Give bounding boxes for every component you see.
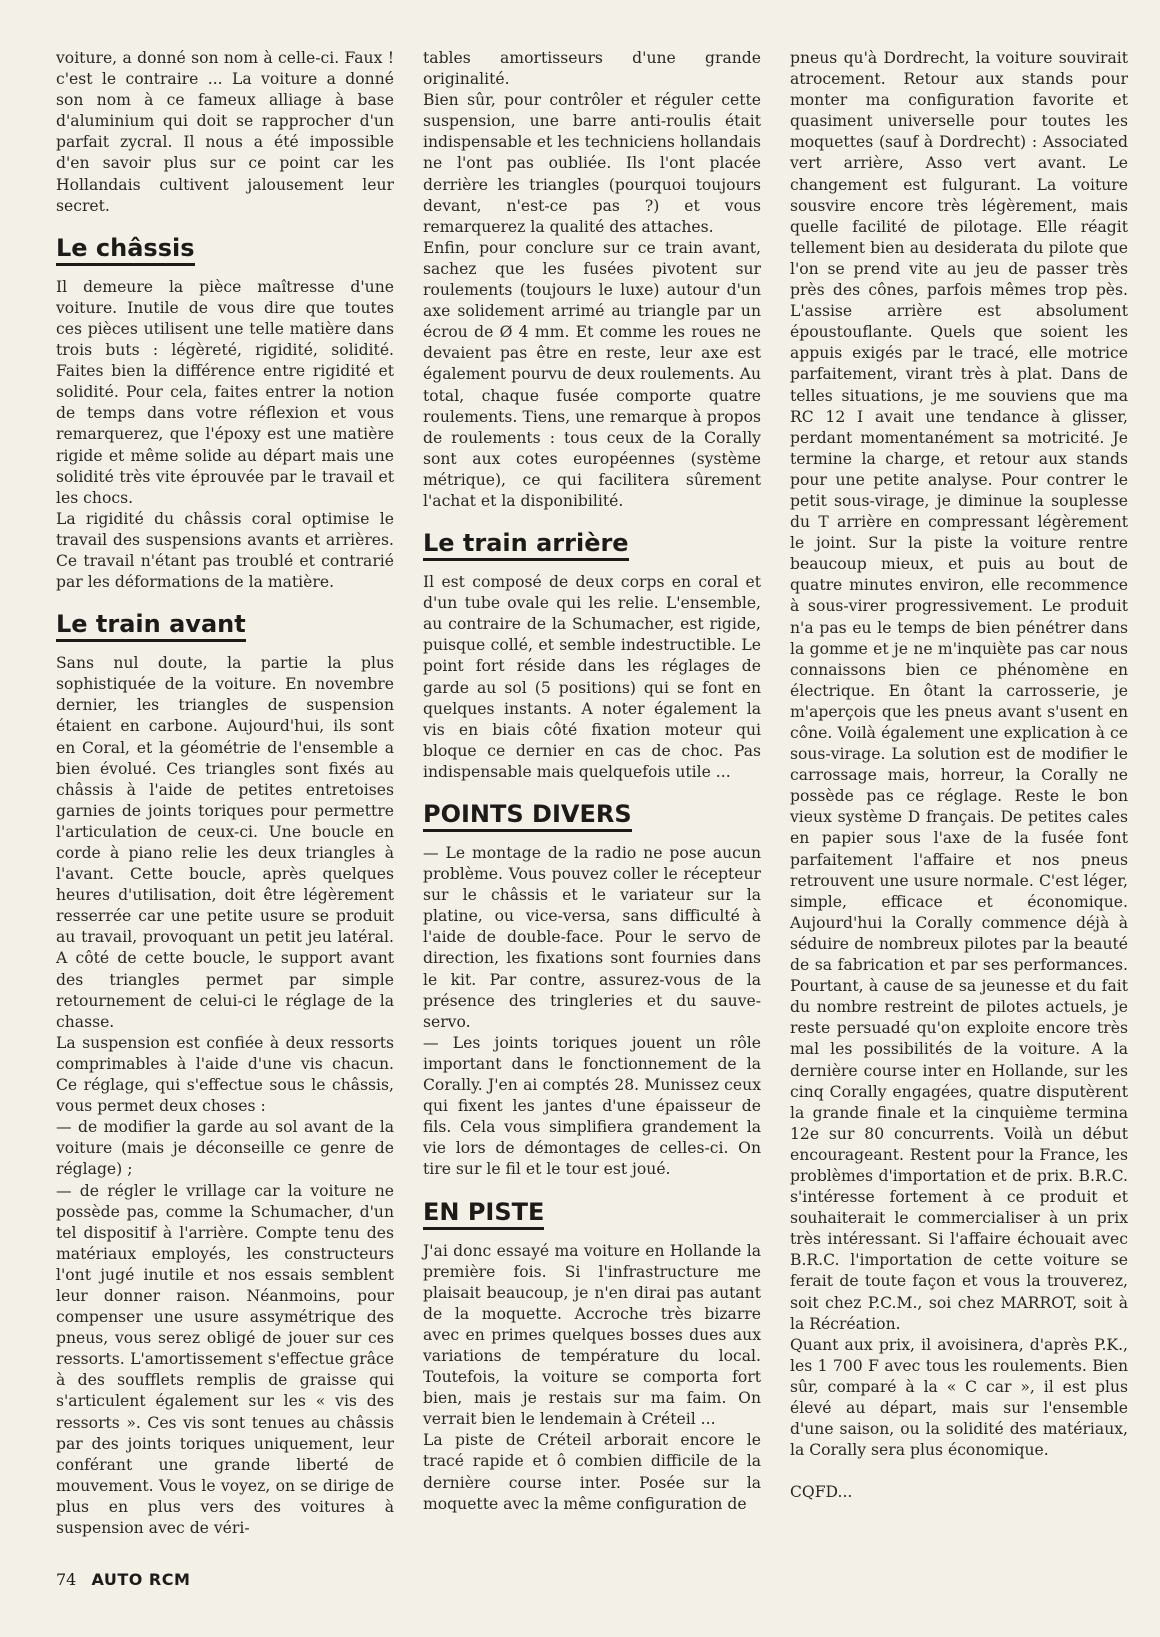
section-heading-points-divers: POINTS DIVERS [423, 799, 761, 829]
section-heading-train-avant: Le train avant [56, 609, 394, 639]
magazine-name: AUTO RCM [91, 1570, 191, 1589]
paragraph: Bien sûr, pour contrôler et réguler cette suspension, une barre anti-roulis était indispensable et les techniciens hollandais ne l'ont pas oubliée. Ils l'ont placée derrière les triangles (pourquoi toujours devant, n'est-ce pas ?) et vous remarquerez la qualité des attaches. [423, 91, 761, 236]
page-number: 74 [56, 1570, 77, 1589]
paragraph: — Les joints toriques jouent un rôle important dans le fonctionnement de la Corally. J'en ai comptés 28. Munissez ceux qui fixent les jantes d'une épaisseur de fils. Cela vous simplifiera grandement la vie lors de démontages de celles-ci. On tire sur le fil et le tour est joué. [423, 1033, 761, 1179]
paragraph: La suspension est confiée à deux ressorts comprimables à l'aide d'une vis chacun. Ce réglage, qui s'effectue sous le châssis, vous permet deux choses : [56, 1033, 394, 1116]
paragraph: La piste de Créteil arborait encore le tracé rapide et ô combien difficile de la dernière course inter. Posée sur la moquette avec la même configuration de [423, 1431, 761, 1513]
page-footer [56, 1570, 190, 1589]
paragraph: Il demeure la pièce maîtresse d'une voiture. Inutile de vous dire que toutes ces pièces utilisent une telle matière dans trois buts : légèreté, rigidité, solidité. Faites bien la différence entre rigidité et solidité. Pour cela, faites entrer la notion de temps dans votre réflexion et vous remarquerez, que l'époxy est une matière rigide et même solide au départ mais une solidité très vite éprouvée par le travail et les chocs. [56, 277, 394, 507]
paragraph: Sans nul doute, la partie la plus sophistiquée de la voiture. En novembre dernier, les triangles de suspension étaient en carbone. Aujourd'hui, ils sont en Coral, et la géométrie de l'ensemble a bien évolué. Ces triangles sont fixés au châssis à l'aide de petites entretoises garnies de joints toriques pour permettre l'articulation de ceux-ci. Une boucle en corde à piano relie les deux triangles à l'avant. Cette boucle, après quelques heures d'utilisation, doit être légèrement resserrée car une petite usure se produit au travail, provoquant un petit jeu latéral. A côté de cette boucle, le support avant des triangles permet par simple retournement de celui-ci le réglage de la chasse. [56, 654, 394, 1031]
paragraph: tables amortisseurs d'une grande originalité. [423, 49, 761, 89]
paragraph: — de modifier la garde au sol avant de la voiture (mais je déconseille ce genre de réglage) ; [56, 1118, 394, 1179]
paragraph: voiture, a donné son nom à celle-ci. Faux ! c'est le contraire ... La voiture a donné son nom à ce fameux alliage à base d'aluminium qui doit se rapprocher d'un parfait zycral. Il nous a été impossible d'en savoir plus sur ce point car les Hollandais cultivent jalousement leur secret. [56, 49, 394, 215]
column-2 [423, 48, 761, 1515]
paragraph: — Le montage de la radio ne pose aucun problème. Vous pouvez coller le récepteur sur le châssis et le variateur sur la platine, ou vice-versa, sans difficulté à l'aide de double-face. Pour le servo de direction, les fixations sont fournies dans le kit. Par contre, assurez-vous de la présence des tringleries et du sauve-servo. [423, 844, 761, 1031]
section-heading-chassis: Le châssis [56, 233, 394, 263]
paragraph: Enfin, pour conclure sur ce train avant, sachez que les fusées pivotent sur roulements (toujours le luxe) autour d'un axe solidement arrimé au triangle par un écrou de Ø 4 mm. Et comme les roues ne devaient pas être en reste, leur axe est également pourvu de deux roulements. Au total, chaque fusée comporte quatre roulements. Tiens, une remarque à propos de roulements : tous ceux de la Corally sont aux cotes européennes (système métrique), ce qui facilitera sûrement l'achat et la disponibilité. [423, 238, 761, 510]
paragraph: J'ai donc essayé ma voiture en Hollande la première fois. Si l'infrastructure me plaisait beaucoup, je n'en dirai pas autant de la moquette. Accroche très bizarre avec en primes quelques bosses dues aux variations de température du local. Toutefois, la voiture se comporta fort bien, mais je restais sur ma faim. On verrait bien le lendemain à Créteil ... [423, 1241, 761, 1429]
section-heading-en-piste: EN PISTE [423, 1197, 761, 1227]
section-heading-train-arriere: Le train arrière [423, 528, 761, 558]
paragraph: Quant aux prix, il avoisinera, d'après P.K., les 1 700 F avec tous les roulements. Bien sûr, comparé à la « C car », il est plus élevé au départ, mais sur l'ensemble d'une saison, ou la solidité des matériaux, la Corally sera plus économique. [790, 1335, 1128, 1460]
column-1 [56, 48, 394, 1539]
column-3 [790, 48, 1128, 1503]
paragraph: CQFD... [790, 1483, 853, 1502]
paragraph: — de régler le vrillage car la voiture ne possède pas, comme la Schumacher, d'un tel dispositif à l'arrière. Compte tenu des matériaux employés, les constructeurs l'ont jugé inutile et nos essais semblent leur donner raison. Néanmoins, pour compenser une usure assymétrique des pneus, vous serez obligé de jouer sur ces ressorts. L'amortissement s'effectue grâce à des soufflets remplis de graisse qui s'articulent également sur les « vis des ressorts ». Ces vis sont tenues au châssis par des joints toriques uniquement, leur conférant une grande liberté de mouvement. Vous le voyez, on se dirige de plus en plus vers des voitures à suspension avec de véri- [56, 1181, 394, 1537]
paragraph: La rigidité du châssis coral optimise le travail des suspensions avants et arrières. Ce travail n'étant pas troublé et contrarié par les déformations de la matière. [56, 509, 394, 592]
paragraph: pneus qu'à Dordrecht, la voiture souvirait atrocement. Retour aux stands pour monter ma configuration favorite et quasiment universelle pour toutes les moquettes (sauf à Dordrecht) : Associated vert arrière, Asso vert avant. Le changement est fulgurant. La voiture sousvire encore très légèrement, mais quelle facilité de pilotage. Elle réagit tellement bien au desiderata du pilote que l'on se prend vite au jeu de passer très près des cônes, parfois mêmes trop pès. L'assise arrière est absolument époustouflante. Quels que soient les appuis exigés par le tracé, elle motrice parfaitement, virant très à plat. Dans de telles situations, je me souviens que ma RC 12 I avait une tendance à glisser, perdant momentanément sa motricité. Je termine la charge, et retour aux stands pour une petite analyse. Pour contrer le petit sous-virage, je diminue la souplesse du T arrière en compressant légèrement le joint. Sur la piste la voiture rentre beaucoup mieux, et puis au bout de quatre minutes environ, elle recommence à sous-virer progressivement. Le produit n'a pas eu le temps de bien pénétrer dans la gomme et je ne m'inquiète pas car nous connaissons bien ce phénomène en électrique. En ôtant la carrosserie, je m'aperçois que les pneus avant s'usent en cône. Voilà également une explication à ce sous-virage. La solution est de modifier le carrossage mais, horreur, la Corally ne possède pas ce réglage. Reste le bon vieux système D français. De petites cales en papier sous l'axe de la fusée font parfaitement l'affaire et nos pneus retrouvent une usure normale. C'est léger, simple, efficace et économique. Aujourd'hui la Corally commence déjà à séduire de nombreux pilotes par la beauté de sa fabrication et par ses performances. Pourtant, à cause de sa jeunesse et du fait du nombre restreint de pilotes actuels, je reste persuadé qu'on exploite encore très mal les possibilités de la voiture. A la dernière course inter en Hollande, sur les cinq Corally engagées, quatre disputèrent la grande finale et la cinquième termina 12e sur 80 concurrents. Voilà un début encourageant. Restent pour la France, les problèmes d'importation et de prix. B.R.C. s'intéresse fortement à ce produit et souhaiterait le commercialiser à un prix très intéressant. Si l'affaire échouait avec B.R.C. l'importation de cette voiture se ferait de toute façon et vous la trouverez, soit chez P.C.M., soi chez MARROT, soit à la Récréation. [790, 49, 1128, 1333]
paragraph: Il est composé de deux corps en coral et d'un tube ovale qui les relie. L'ensemble, au contraire de la Schumacher, est rigide, puisque collé, et semble indestructible. Le point fort réside dans les réglages de garde au sol (5 positions) qui se font en quelques instants. A noter également la vis en biais côté fixation moteur qui bloque ce dernier en cas de choc. Pas indispensable mais quelquefois utile ... [423, 573, 761, 781]
